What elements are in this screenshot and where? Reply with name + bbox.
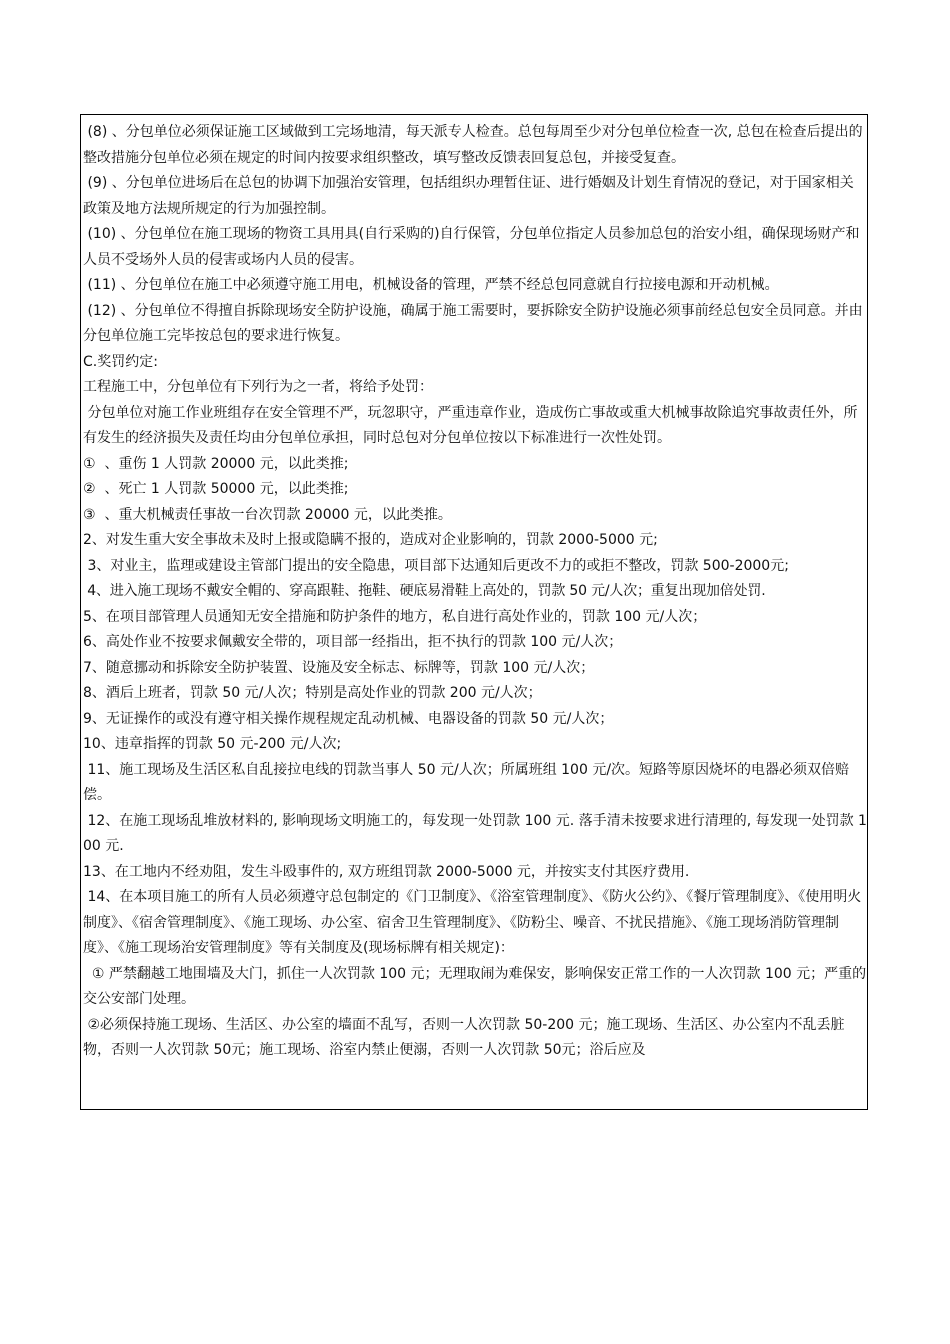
clause-8: (8) 、分包单位必须保证施工区域做到工完场地清，每天派专人检查。总包每周至少对分包单位检查一次, 总包在检查后提出的整改措施分包单位必须在规定的时间内按要求组织整改，填写整改反馈表回复总包，并接受复查。 — [83, 124, 863, 166]
penalty-item-3: 3、对业主，监理或建设主管部门提出的安全隐患，项目部下达通知后更改不力的或拒不整改，罚款 500-2000元; — [83, 557, 789, 574]
document-content-box — [80, 114, 868, 1110]
penalty-item-7: 7、随意挪动和拆除安全防护装置、设施及安全标志、标牌等，罚款 100 元/人次； — [83, 659, 595, 676]
clause-10: (10) 、分包单位在施工现场的物资工具用具(自行采购的)自行保管，分包单位指定人员参加总包的治安小组，确保现场财产和人员不受场外人员的侵害或场内人员的侵害。 — [83, 226, 860, 268]
penalty-item-14: 14、在本项目施工的所有人员必须遵守总包制定的《门卫制度》、《浴室管理制度》、《防火公约》、《餐厅管理制度》、《使用明火制度》、《宿舍管理制度》、《施工现场、办公室、宿舍卫生管理制度》、《防粉尘、噪音、不扰民措施》、《施工现场消防管理制度》、《施工现场治安管理制度》等有关制度及(现场标牌有相关规定)： — [83, 889, 862, 956]
penalty-item-13: 13、在工地内不经劝阻，发生斗殴事件的, 双方班组罚款 2000-5000 元，并按实支付其医疗费用. — [83, 863, 690, 880]
clause-12: (12) 、分包单位不得擅自拆除现场安全防护设施，确属于施工需要时，要拆除安全防护设施必须事前经总包安全员同意。并由分包单位施工完毕按总包的要求进行恢复。 — [83, 302, 863, 344]
penalty-item-5: 5、在项目部管理人员通知无安全措施和防护条件的地方，私自进行高处作业的，罚款 100 元/人次； — [83, 608, 707, 625]
clause-11: (11) 、分包单位在施工中必须遵守施工用电，机械设备的管理，严禁不经总包同意就自行拉接电源和开动机械。 — [83, 277, 779, 293]
penalty-item-9: 9、无证操作的或没有遵守相关操作规程规定乱动机械、电器设备的罚款 50 元/人次； — [83, 710, 614, 727]
clause-9: (9) 、分包单位进场后在总包的协调下加强治安管理，包括组织办理暂住证、进行婚姻及计划生育情况的登记，对于国家相关政策及地方法规所规定的行为加强控制。 — [83, 175, 854, 217]
penalty-item-12: 12、在施工现场乱堆放材料的, 影响现场文明施工的，每发现一处罚款 100 元. 落手清未按要求进行清理的, 每发现一处罚款 100 元. — [83, 812, 867, 854]
section-heading-c: C.奖罚约定: — [83, 353, 158, 370]
penalty-item-1c: ③ 、重大机械责任事故一台次罚款 20000 元，以此类推。 — [83, 506, 452, 523]
penalty-general: 分包单位对施工作业班组存在安全管理不严，玩忽职守，严重违章作业，造成伤亡事故或重大机械事故除追究事故责任外，所有发生的经济损失及责任均由分包单位承担，同时总包对分包单位按以下标准进行一次性处罚。 — [83, 404, 858, 446]
penalty-item-14-sub1: ① 严禁翻越工地围墙及大门，抓住一人次罚款 100 元；无理取闹为难保安，影响保安正常工作的一人次罚款 100 元；严重的交公安部门处理。 — [83, 965, 867, 1007]
penalty-item-8: 8、酒后上班者，罚款 50 元/人次；特别是高处作业的罚款 200 元/人次； — [83, 685, 542, 701]
penalty-item-2: 2、对发生重大安全事故未及时上报或隐瞒不报的，造成对企业影响的，罚款 2000-5000 元; — [83, 532, 658, 548]
penalty-item-1a: ① 、重伤 1 人罚款 20000 元，以此类推; — [83, 455, 349, 472]
penalty-item-6: 6、高处作业不按要求佩戴安全带的，项目部一经指出，拒不执行的罚款 100 元/人次； — [83, 634, 623, 650]
penalty-item-11: 11、施工现场及生活区私自乱接拉电线的罚款当事人 50 元/人次；所属班组 100 元/次。短路等原因烧坏的电器必须双倍赔偿。 — [83, 761, 850, 803]
penalty-item-4: 4、进入施工现场不戴安全帽的、穿高跟鞋、拖鞋、硬底易滑鞋上高处的，罚款 50 元/人次；重复出现加倍处罚. — [83, 583, 766, 599]
penalty-intro: 工程施工中，分包单位有下列行为之一者，将给予处罚： — [83, 379, 433, 395]
penalty-item-14-sub2: ②必须保持施工现场、生活区、办公室的墙面不乱写，否则一人次罚款 50-200 元；施工现场、生活区、办公室内不乱丢脏物，否则一人次罚款 50元；施工现场、浴室内禁止便溺，否则一人次罚款 50元；浴后应及 — [83, 1016, 845, 1058]
penalty-item-1b: ② 、死亡 1 人罚款 50000 元，以此类推; — [83, 481, 349, 497]
penalty-item-10: 10、违章指挥的罚款 50 元-200 元/人次; — [83, 736, 342, 752]
